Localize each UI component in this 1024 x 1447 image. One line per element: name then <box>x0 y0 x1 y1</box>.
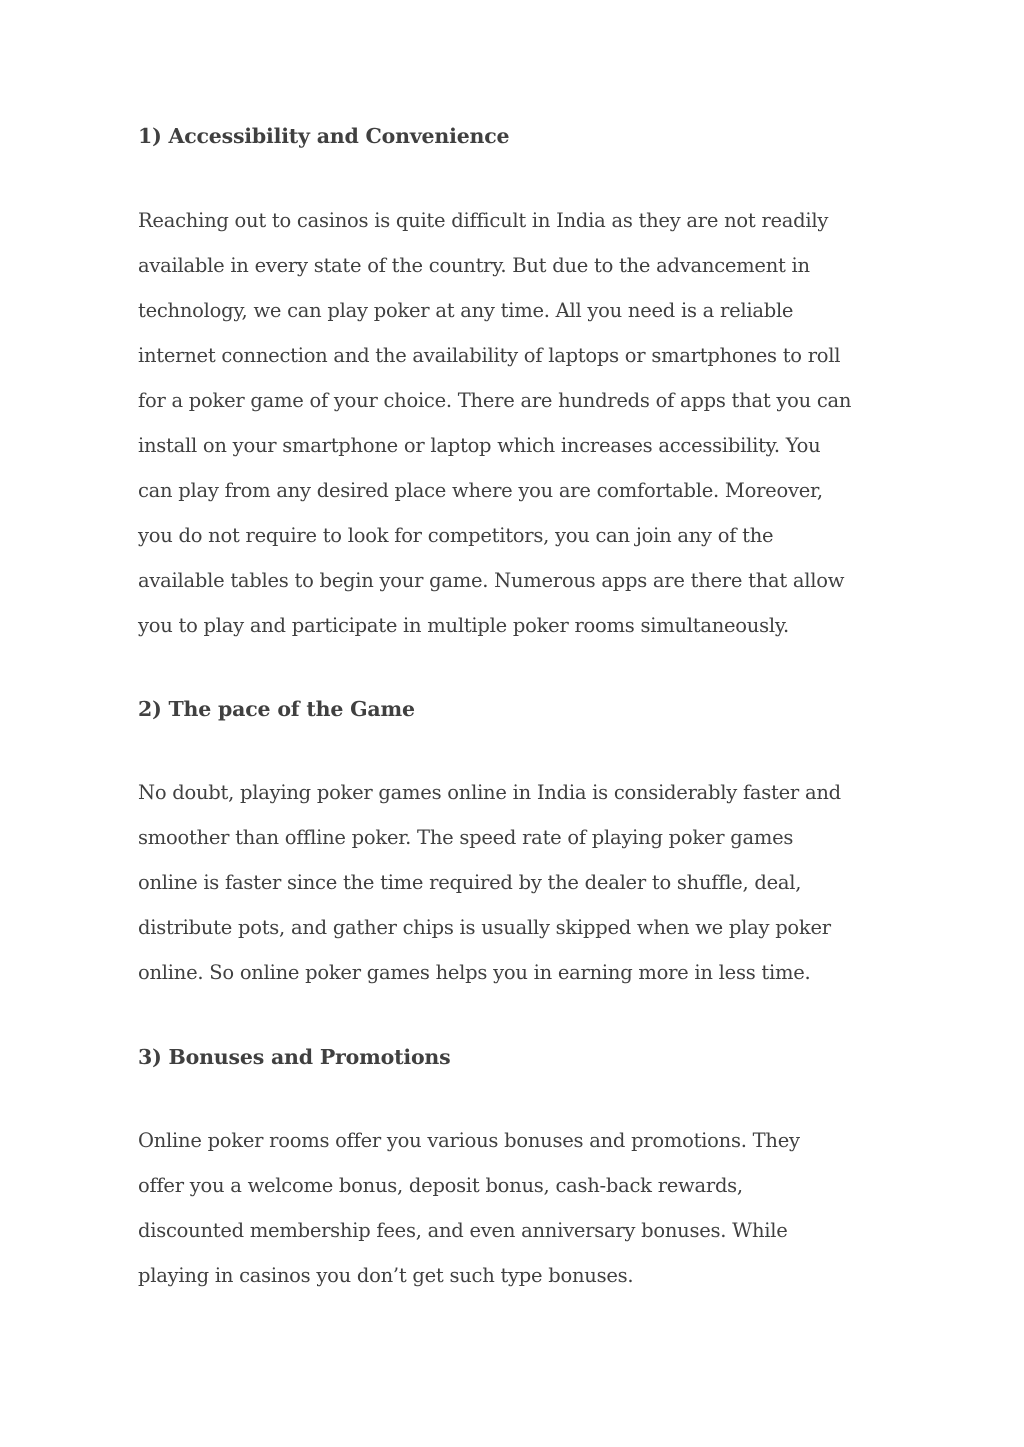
paragraph-line: offer you a welcome bonus, deposit bonus, cash-back rewards, <box>138 1174 743 1197</box>
paragraph-line: distribute pots, and gather chips is usually skipped when we play poker <box>138 916 831 939</box>
section-paragraph <box>138 1126 800 1306</box>
section-paragraph <box>138 206 851 656</box>
paragraph-line: internet connection and the availability of laptops or smartphones to roll <box>138 344 841 367</box>
paragraph-line: online. So online poker games helps you in earning more in less time. <box>138 961 811 984</box>
section-heading: 2) The pace of the Game <box>138 697 415 721</box>
section-heading: 3) Bonuses and Promotions <box>138 1045 451 1069</box>
paragraph-line: No doubt, playing poker games online in India is considerably faster and <box>138 781 841 804</box>
paragraph-line: Reaching out to casinos is quite difficult in India as they are not readily <box>138 209 829 232</box>
section-heading: 1) Accessibility and Convenience <box>138 124 510 148</box>
paragraph-line: install on your smartphone or laptop which increases accessibility. You <box>138 434 821 457</box>
paragraph-line: can play from any desired place where you are comfortable. Moreover, <box>138 479 823 502</box>
paragraph-line: Online poker rooms offer you various bonuses and promotions. They <box>138 1129 800 1152</box>
paragraph-line: available tables to begin your game. Numerous apps are there that allow <box>138 569 845 592</box>
paragraph-line: you to play and participate in multiple poker rooms simultaneously. <box>138 614 789 637</box>
paragraph-line: for a poker game of your choice. There are hundreds of apps that you can <box>138 389 852 412</box>
paragraph-line: playing in casinos you don’t get such type bonuses. <box>138 1264 634 1287</box>
paragraph-line: technology, we can play poker at any time. All you need is a reliable <box>138 299 794 322</box>
paragraph-line: you do not require to look for competitors, you can join any of the <box>138 524 774 547</box>
paragraph-line: available in every state of the country. But due to the advancement in <box>138 254 810 277</box>
paragraph-line: smoother than offline poker. The speed rate of playing poker games <box>138 826 794 849</box>
paragraph-line: discounted membership fees, and even anniversary bonuses. While <box>138 1219 788 1242</box>
section-paragraph <box>138 778 841 1003</box>
paragraph-line: online is faster since the time required by the dealer to shuffle, deal, <box>138 871 802 894</box>
